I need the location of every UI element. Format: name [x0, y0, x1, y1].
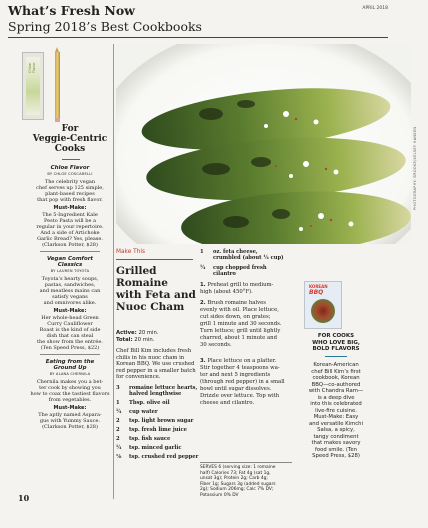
right-heading: FOR COOKS WHO LOVE BIG, BOLD FLAVORS [312, 333, 360, 352]
sidebar-divider [40, 354, 100, 355]
sidebar-heading: For Veggie-Centric Cooks [32, 124, 108, 154]
book-cover-word: BBQ [309, 289, 324, 296]
book-cover-tag: KOREAN [309, 284, 328, 289]
korean-bbq-book-image [304, 281, 342, 329]
chloe-flavor-book-image [22, 52, 44, 120]
section-title: What’s Fresh Now [8, 3, 135, 18]
book3-title: Eating from the Ground Up [45, 359, 95, 372]
recipe-title: Grilled Romaine with Feta and Nuoc Cham [116, 265, 196, 313]
nutrition-info: SERVES 6 (serving size: 1 romaine half) Calories 73; Fat 4g (sat 1g, unsat 3g); Protein 2g; Carb 4g; Fiber 1g; Sugars 3g (added sugars 2g); Sodium 206mg; Calc 7% DV; Potassium 0% DV [200, 465, 276, 498]
sidebar-divider [40, 251, 100, 252]
step-2: 2. Brush romaine halves evenly with oil. Place lettuce, cut sides down, on grates; grill 1 minute and 30 seconds. Turn lettuce; grill until lightly charred, about 1 minute and 30 seconds. [200, 300, 282, 348]
book3-description: Chernila makes you a bet- ter cook by showing you how to coax the tastiest flavors from vegetables. [30, 379, 110, 404]
total-time: Total: 20 min. [116, 337, 155, 343]
book3-byline: BY ALANA CHERNILA [49, 372, 91, 376]
recipe-intro: Chef Bill Kim includes fresh chilis in his nuoc cham in Korean BBQ. We use crushed red pepper in a smaller batch for convenience. [116, 348, 196, 381]
book3-must-make: The aptly named Aspara- gus with Yummy Sauce. (Clarkson Potter, $28) [38, 412, 102, 431]
book1-title: Chloe Flavor [50, 165, 90, 171]
right-description: Korean-American chef Bill Kim’s first cookbook, Korean BBQ—co-authored with Chandra Ram— is a deep dive into this celebrated live-fire cuisine. Must-Make: Easy and versatile Kimchi Salsa, a spicy, tangy condiment that makes savory food smile. (Ten Speed Press, $28) [308, 362, 364, 459]
book2-description: Toyota’s hearty soups, pastas, sandwiches, and meatless mains can satisfy vegans and omnivores alike. [39, 276, 101, 307]
nutrition-rule [200, 462, 292, 463]
make-this-rule [116, 259, 193, 260]
photo-credit: PHOTOGRAPHY: BROOKE/KELSEY HANSEN [413, 126, 417, 210]
book1-must-make: The 5-Ingredient Kale Pesto Pasta will be a regular in your repertoire. And a side of Artichoke Garlic Bread? Yes, please. (Clarkson Potter, $28) [36, 212, 104, 249]
page-title: Spring 2018’s Best Cookbooks [8, 19, 202, 34]
active-time: Active: 20 min. [116, 330, 159, 336]
sidebar-accent-rule [62, 159, 80, 160]
book1-description: The celebrity vegan chef serves up 125 simple, plant-based recipes that pop with fresh flavor. [36, 179, 104, 204]
issue-date: APRIL 2018 [362, 6, 388, 11]
header-rule [8, 37, 388, 38]
book1-must-make-label: Must-Make: [53, 205, 87, 211]
book1-byline: BY CHLOE COSCARELLI [47, 172, 93, 176]
book3-must-make-label: Must-Make: [53, 405, 87, 411]
step-3: 3. Place lettuce on a platter. Stir together 4 teaspoons wa- ter and next 5 ingredients (through red pepper) in a small bowl until sugar dissolves. Drizzle over lettuce. Top with cheese and cilantro. [200, 358, 285, 406]
book2-must-make: Her whole-head Green Curry Cauliflower Roast is the kind of side dish that can steal the show from the entrée. (Ten Speed Press, $22) [37, 315, 103, 352]
book2-byline: BY LAUREN TOYOTA [50, 269, 90, 273]
pencil-image [55, 52, 60, 118]
book2-must-make-label: Must-Make: [53, 308, 87, 314]
book-cover-text: Chloe Flavor [28, 62, 36, 73]
book2-title: Vegan Comfort Classics [46, 256, 94, 269]
page-number: 10 [18, 493, 30, 503]
step-1: 1. Preheat grill to medium- high (about 450°F). [200, 282, 274, 295]
grilled-romaine-photo [116, 44, 411, 244]
right-accent-rule [325, 356, 347, 357]
make-this-label: Make This [116, 249, 145, 255]
column-divider [113, 44, 114, 499]
